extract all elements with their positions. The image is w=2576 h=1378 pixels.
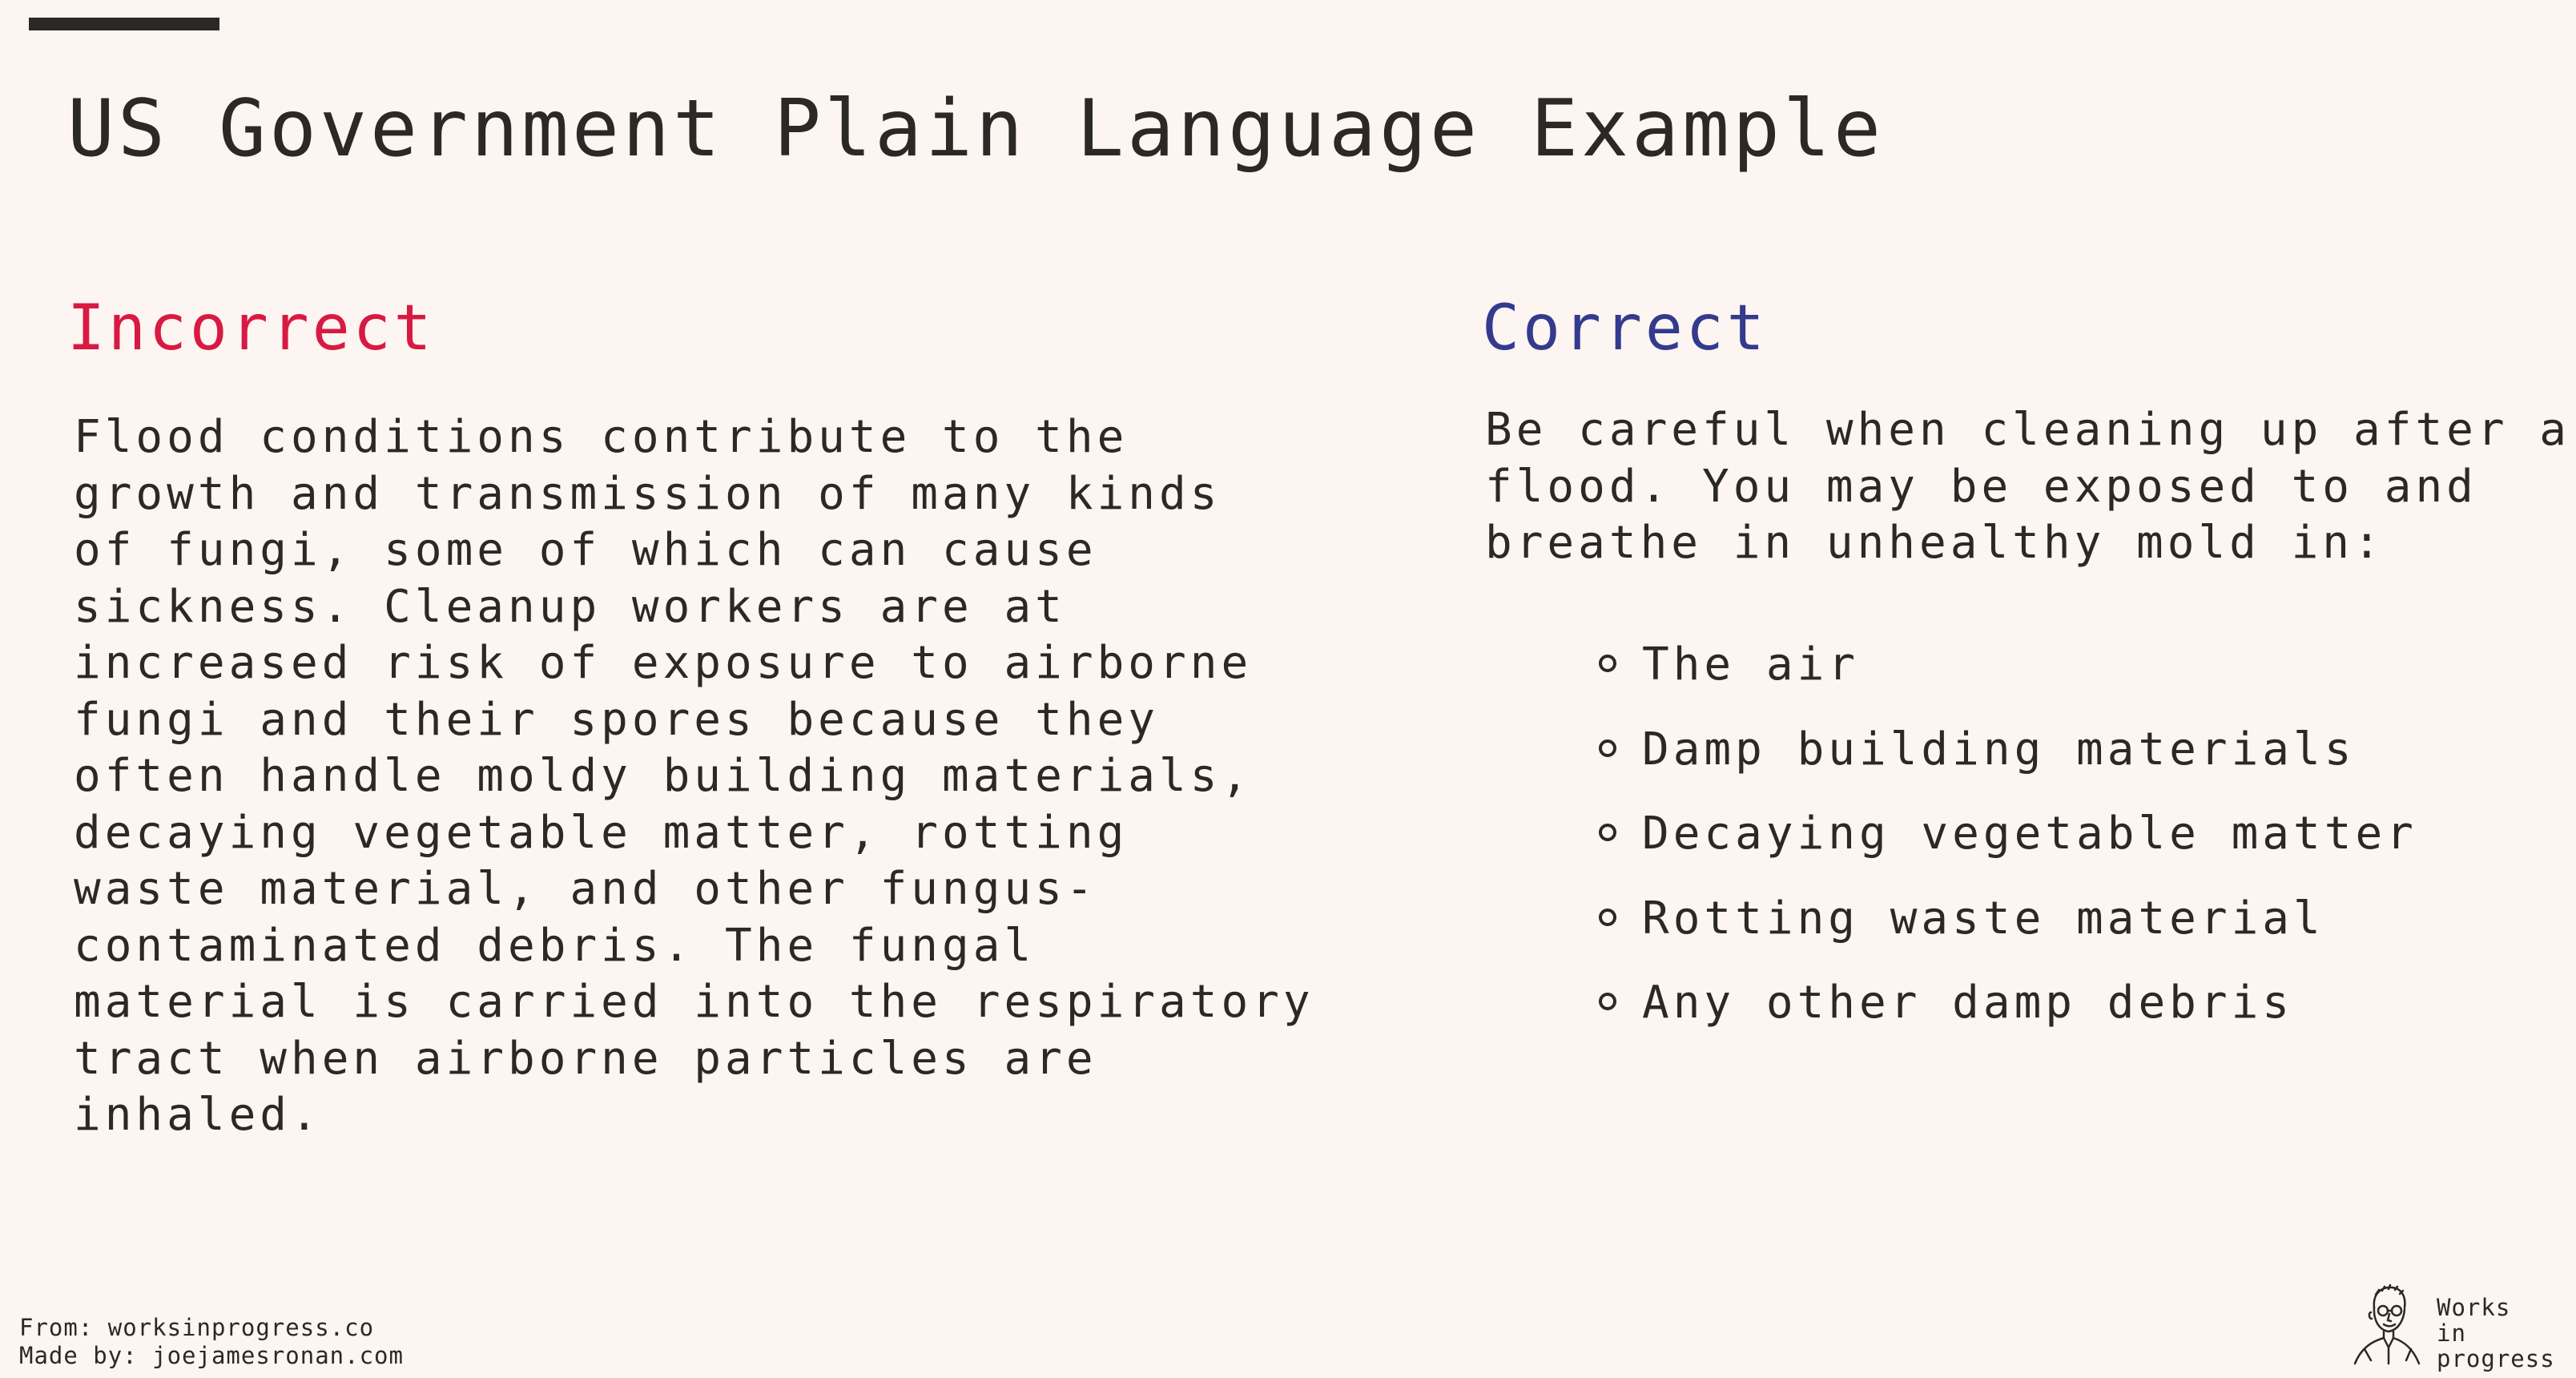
correct-paragraph: Be careful when cleaning up after a flood. You may be exposed to and breathe in unhealthy mold in: (1485, 404, 2571, 569)
circle-bullet-icon (1599, 909, 1616, 926)
list-item-label: Decaying vegetable matter (1642, 808, 2417, 860)
circle-bullet-icon (1599, 739, 1616, 757)
incorrect-paragraph: Flood conditions contribute to the growth and transmission of many kinds of fungi, some of which can cause sickness. Cleanup workers are at increased risk of exposure to airborne fungi and their spores because they often handle moldy building materials, decaying vegetable matter, rotting waste material, and other fungus- contaminated debris. The fungal material is carried into the respiratory tract when airborne particles are inhaled. (74, 411, 1314, 1141)
incorrect-heading: Incorrect (67, 292, 435, 365)
list-item-label: The air (1642, 639, 1860, 691)
source-credits (19, 1314, 404, 1370)
top-accent-bar (29, 18, 219, 30)
works-in-progress-logo (2347, 1280, 2555, 1372)
correct-column (1482, 292, 2571, 1029)
source-from: From: worksinprogress.co (19, 1314, 375, 1341)
correct-heading: Correct (1482, 292, 1768, 365)
list-item-label: Any other damp debris (1642, 977, 2294, 1029)
list-item (1599, 722, 2417, 807)
incorrect-column (67, 292, 1349, 1141)
circle-bullet-icon (1599, 655, 1616, 672)
brand-line: progress (2437, 1345, 2555, 1372)
list-item-label: Damp building materials (1642, 723, 2356, 776)
source-made-by: Made by: joejamesronan.com (19, 1342, 404, 1369)
portrait-sketch-icon (2347, 1280, 2427, 1368)
correct-bullet-list (1599, 637, 2417, 1060)
list-item (1599, 891, 2417, 976)
brand-wordmark (2437, 1295, 2555, 1372)
circle-bullet-icon (1599, 824, 1616, 841)
list-item (1599, 975, 2417, 1060)
brand-line: in (2437, 1320, 2466, 1347)
list-item (1599, 806, 2417, 891)
page-title: US Government Plain Language Example (67, 83, 1885, 175)
brand-line: Works (2437, 1294, 2511, 1321)
list-item-label: Rotting waste material (1642, 892, 2324, 945)
list-item (1599, 637, 2417, 722)
circle-bullet-icon (1599, 993, 1616, 1010)
